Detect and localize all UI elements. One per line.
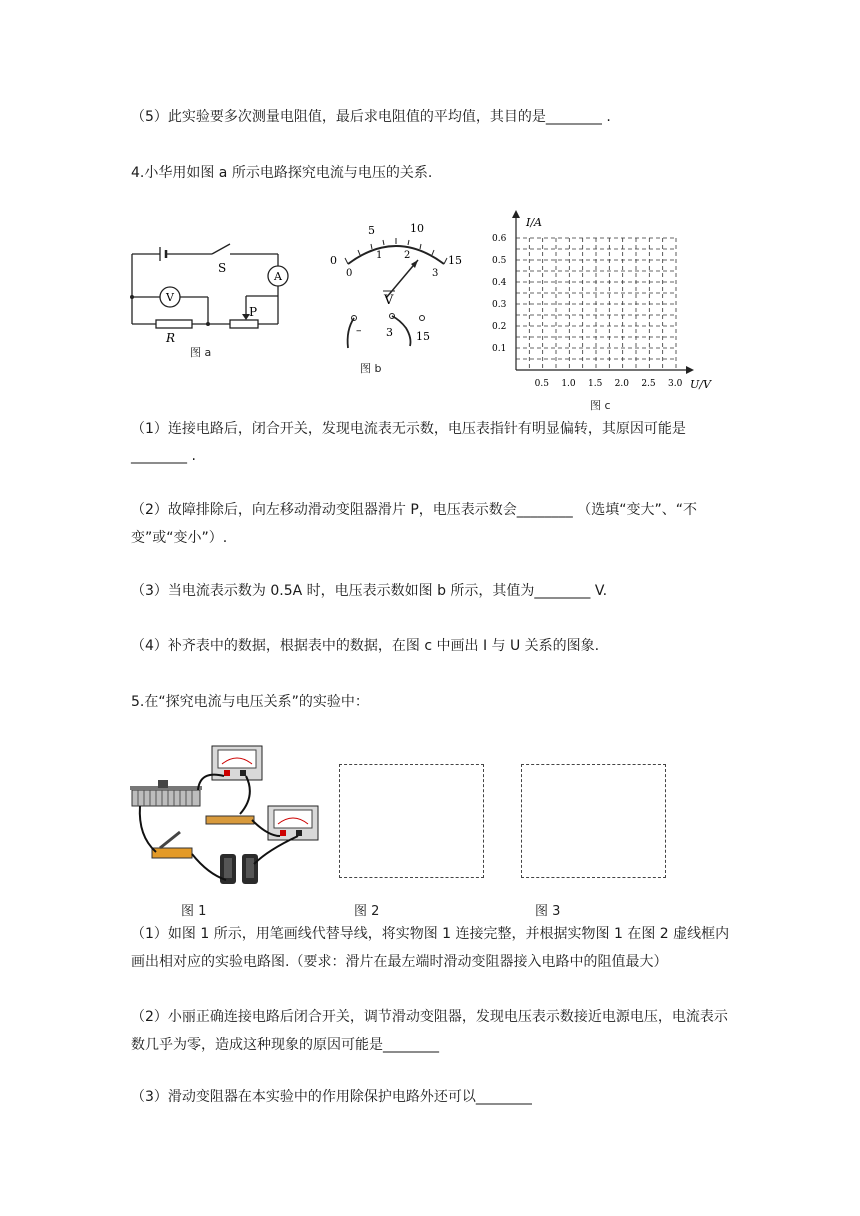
inner-tick-2: 2	[404, 250, 411, 261]
figure-a-circuit	[126, 236, 296, 356]
figure-b-caption: 图 b	[360, 362, 382, 375]
inner-tick-1: 1	[376, 250, 383, 261]
x-tick-label: 0.5	[534, 379, 549, 389]
q4-part4: （4）补齐表中的数据，根据表中的数据，在图 c 中画出 I 与 U 关系的图象.	[131, 638, 600, 654]
y-tick-label: 0.5	[492, 256, 507, 266]
x-axis-arrow-icon	[686, 366, 694, 374]
outer-tick-0: 0	[330, 254, 337, 267]
x-tick-label: 2.5	[641, 379, 656, 389]
q5-title: 5.在“探究电流与电压关系”的实验中：	[131, 694, 369, 710]
y-tick-label: 0.1	[492, 344, 507, 354]
inner-tick-3: 3	[432, 268, 439, 279]
switch-illustration	[152, 832, 192, 858]
y-tick-label: 0.6	[492, 234, 507, 244]
inner-tick-0: 0	[346, 268, 353, 279]
figure-b-voltmeter	[326, 220, 466, 350]
x-tick-label: 1.0	[561, 379, 576, 389]
figure-2-caption: 图 2	[354, 904, 380, 919]
voltmeter-label: V	[166, 291, 174, 304]
figure-3-caption: 图 3	[535, 904, 561, 919]
figure-1-caption: 图 1	[181, 904, 207, 919]
figure-3-dashed-box[interactable]	[521, 764, 666, 878]
slider-label: P	[249, 305, 258, 319]
ammeter-label: A	[274, 270, 282, 283]
q5-part1: （1）如图 1 所示，用笔画线代替导线，将实物图 1 连接完整，并根据实物图 1 在图 2 虚线框内画出相对应的实验电路图.（要求：滑片在最左端时滑动变阻器接入电路中的阻值最大）	[131, 926, 730, 970]
y-axis-arrow-icon	[512, 210, 520, 218]
meter-symbol: V	[384, 293, 394, 308]
q4-title: 4.小华用如图 a 所示电路探究电流与电压的关系.	[131, 165, 433, 181]
y-tick-label: 0.3	[492, 300, 507, 310]
terminal-minus: –	[356, 324, 362, 337]
wire-middle	[392, 316, 411, 346]
q4-part1-line2: ________ .	[131, 448, 196, 464]
outer-tick-10: 10	[410, 222, 424, 235]
wire-left	[348, 318, 354, 348]
y-tick-label: 0.2	[492, 322, 507, 332]
resistor-label: R	[166, 331, 176, 345]
figure-1-apparatus	[128, 740, 324, 892]
q3-part5: （5）此实验要多次测量电阻值，最后求电阻值的平均值，其目的是________ .	[131, 109, 611, 125]
y-axis-label: I/A	[526, 216, 542, 229]
x-tick-label: 1.5	[588, 379, 603, 389]
figure-a-caption: 图 a	[190, 346, 212, 359]
y-tick-label: 0.4	[492, 278, 507, 288]
rheostat-illustration	[130, 780, 202, 806]
x-tick-label: 3.0	[668, 379, 683, 389]
figure-2-dashed-box[interactable]	[339, 764, 484, 878]
outer-tick-5: 5	[368, 224, 375, 237]
q4-part1-line1: （1）连接电路后，闭合开关，发现电流表无示数，电压表指针有明显偏转，其原因可能是	[131, 421, 686, 437]
terminal-15: 15	[416, 330, 430, 343]
q4-part3: （3）当电流表示数为 0.5A 时，电压表示数如图 b 所示，其值为________ V.	[131, 583, 608, 599]
figure-c-grid	[486, 208, 726, 398]
q4-part2: （2）故障排除后，向左移动滑动变阻器滑片 P，电压表示数会________ （选填“变大”、“不变”或“变小”）.	[131, 502, 698, 546]
resistor-illustration	[206, 816, 254, 824]
figure-c-caption: 图 c	[590, 399, 611, 412]
outer-tick-15: 15	[448, 254, 462, 267]
x-tick-label: 2.0	[614, 379, 629, 389]
switch-label: S	[218, 261, 227, 275]
q5-part2: （2）小丽正确连接电路后闭合开关，调节滑动变阻器，发现电压表示数接近电源电压，电流表示数几乎为零，造成这种现象的原因可能是________	[131, 1009, 728, 1053]
x-axis-label: U/V	[690, 378, 711, 391]
terminal-3: 3	[386, 326, 393, 339]
q5-part3: （3）滑动变阻器在本实验中的作用除保护电路外还可以________	[131, 1089, 532, 1105]
